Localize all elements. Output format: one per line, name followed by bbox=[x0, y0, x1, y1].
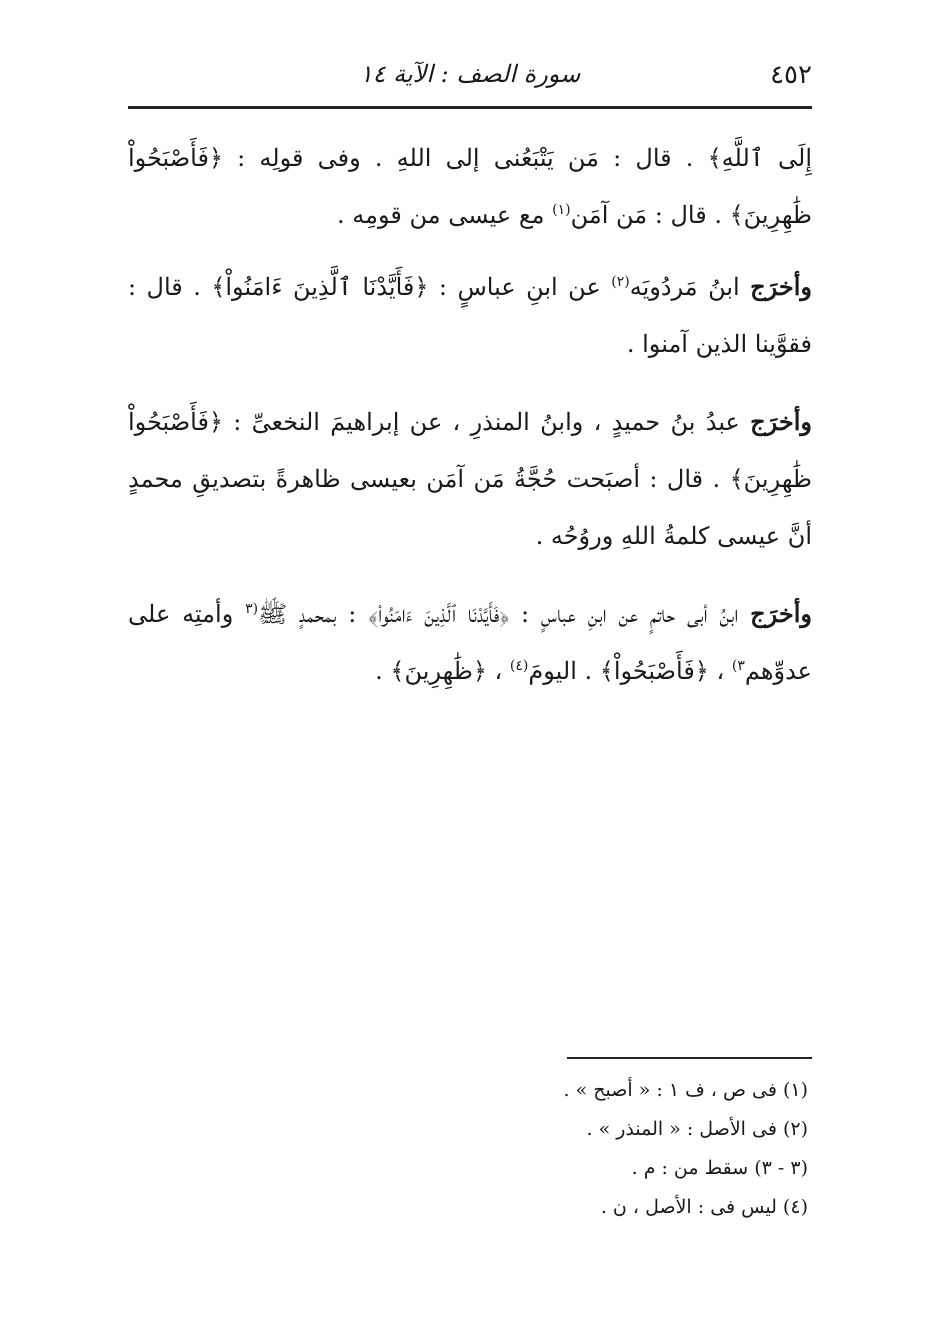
footnote-ref-4: (٤) bbox=[509, 658, 529, 674]
footnote-1: (١) فى ص ، ف ١ : « أصبح » . bbox=[563, 1079, 808, 1101]
header-rule bbox=[128, 106, 812, 109]
footnote-4: (٤) ليس فى : الأصل ، ن . bbox=[600, 1196, 808, 1218]
paragraph-1-text: إِلَى ٱللَّهِ﴾ . قال : مَن يَتْبَعُنى إلى اللهِ . وفى قولِه : ﴿فَأَصْبَحُواْ ظَٰهِرِينَ﴾ . قال : مَن آمَن bbox=[128, 144, 812, 229]
paragraph-2-lead: وأخرَج bbox=[750, 272, 812, 301]
paragraph-2-text-a: ابنُ مَردُويَه bbox=[629, 273, 751, 301]
page-header bbox=[128, 56, 812, 104]
running-title: سورة الصف : الآية ١٤ bbox=[359, 60, 581, 88]
page-number: ٤٥٢ bbox=[770, 60, 812, 90]
footnote-ref-1: (١) bbox=[552, 202, 571, 218]
footnote-3: (٣ - ٣) سقط من : م . bbox=[631, 1157, 808, 1179]
paragraph-4-text-a: ابنُ أبى حاتمٍ عن ابنِ عباسٍ : ﴿فَأَيَّدْنَا ٱلَّذِينَ ءَامَنُواْ﴾ : بمحمدٍ ﷺ bbox=[258, 600, 751, 628]
paragraph-4 bbox=[128, 585, 812, 700]
footnote-ref-3-close: ٣) bbox=[731, 658, 745, 674]
paragraph-3-text: عبدُ بنُ حميدٍ ، وابنُ المنذرِ ، عن إبراهيمَ النخعىِّ : ﴿فَأَصْبَحُواْ ظَٰهِرِينَ﴾ . قال : أصبَحت حُجَّةُ مَن آمَن بعيسى ظاهرةً بتصديقِ محمدٍ أنَّ عيسى كلمةُ اللهِ وروُحُه . bbox=[128, 408, 812, 550]
main-text bbox=[128, 130, 812, 706]
paragraph-1-tail: مع عيسى من قومِه . bbox=[337, 201, 553, 229]
paragraph-4-text-d: ، ﴿ظَٰهِرِينَ﴾ . bbox=[375, 657, 510, 685]
paragraph-2 bbox=[128, 258, 812, 373]
paragraph-4-text-c: ، ﴿فَأَصْبَحُواْ﴾ . اليومَ bbox=[528, 657, 732, 685]
footnote-ref-2: (٢) bbox=[611, 274, 630, 290]
paragraph-2-text-b: عن ابنِ عباسٍ : ﴿فَأَيَّدْنَا ٱلَّذِينَ ءَامَنُواْ﴾ . قال : فقوَّينا الذين آمنوا . bbox=[128, 273, 812, 358]
paragraph-4-text-b: وأمتِه على عدوِّهم bbox=[128, 600, 812, 685]
footnote-ref-3-open: (٣ bbox=[245, 601, 259, 617]
footnotes bbox=[300, 1074, 808, 1230]
paragraph-1 bbox=[128, 130, 812, 244]
footnote-rule bbox=[567, 1057, 812, 1059]
paragraph-3 bbox=[128, 393, 812, 565]
paragraph-4-lead: وأخرَج bbox=[750, 599, 812, 628]
footnote-2: (٢) فى الأصل : « المنذر » . bbox=[586, 1118, 808, 1140]
paragraph-3-lead: وأخرَج bbox=[750, 407, 812, 436]
